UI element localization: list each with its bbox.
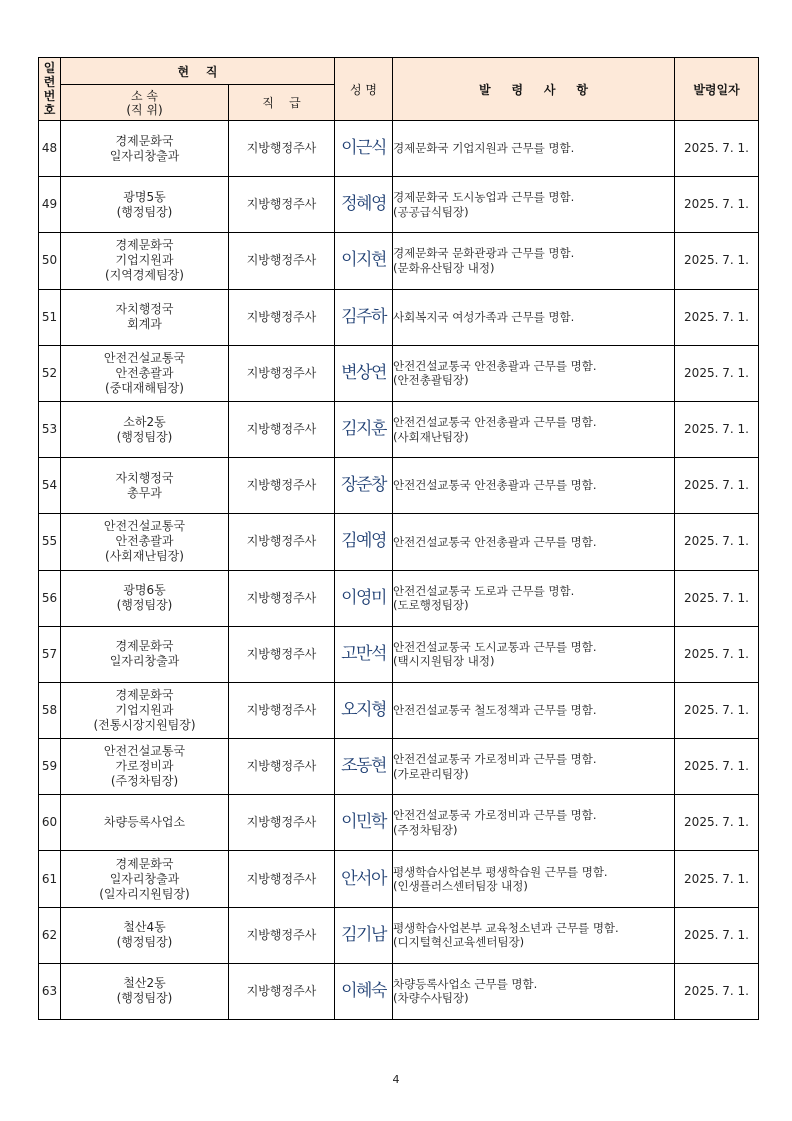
table-row [39,739,759,795]
row-date: 2025. 7. 1. [675,345,759,401]
row-rank: 지방행정주사 [229,570,335,626]
row-name: 김주하 [335,289,393,345]
table-row [39,177,759,233]
row-rank: 지방행정주사 [229,233,335,289]
row-order: 경제문화국 기업지원과 근무를 명함. [393,121,675,177]
header-seq-text: 일 련 번 호 [43,61,56,117]
row-rank: 지방행정주사 [229,626,335,682]
row-date: 2025. 7. 1. [675,401,759,457]
table-row [39,289,759,345]
table-row [39,458,759,514]
row-department: 경제문화국 일자리창출과 [61,626,229,682]
table-row [39,514,759,570]
row-rank: 지방행정주사 [229,682,335,738]
row-rank: 지방행정주사 [229,458,335,514]
row-name: 고만석 [335,626,393,682]
table-row [39,682,759,738]
row-order: 안전건설교통국 가로정비과 근무를 명함. (가로관리팀장) [393,739,675,795]
row-name: 정혜영 [335,177,393,233]
row-date: 2025. 7. 1. [675,907,759,963]
row-date: 2025. 7. 1. [675,851,759,907]
row-department: 차량등록사업소 [61,795,229,851]
row-date: 2025. 7. 1. [675,626,759,682]
row-name: 안서아 [335,851,393,907]
row-date: 2025. 7. 1. [675,739,759,795]
row-name: 김예영 [335,514,393,570]
row-rank: 지방행정주사 [229,851,335,907]
row-order: 사회복지국 여성가족과 근무를 명함. [393,289,675,345]
table-header [39,58,759,121]
row-order: 안전건설교통국 안전총괄과 근무를 명함. [393,514,675,570]
row-department: 자치행정국 회계과 [61,289,229,345]
row-name: 김지훈 [335,401,393,457]
row-department: 안전건설교통국 가로정비과 (주정차팀장) [61,739,229,795]
row-department: 경제문화국 기업지원과 (전통시장지원팀장) [61,682,229,738]
row-rank: 지방행정주사 [229,907,335,963]
row-rank: 지방행정주사 [229,345,335,401]
row-name: 장준창 [335,458,393,514]
table-row [39,907,759,963]
row-name: 김기남 [335,907,393,963]
row-date: 2025. 7. 1. [675,121,759,177]
row-number: 52 [39,345,61,401]
row-department: 자치행정국 총무과 [61,458,229,514]
row-name: 이지현 [335,233,393,289]
row-order: 평생학습사업본부 교육청소년과 근무를 명함. (디지털혁신교육센터팀장) [393,907,675,963]
row-rank: 지방행정주사 [229,401,335,457]
row-department: 경제문화국 기업지원과 (지역경제팀장) [61,233,229,289]
table-row [39,963,759,1019]
row-department: 광명6동 (행정팀장) [61,570,229,626]
header-seq [39,58,61,121]
row-date: 2025. 7. 1. [675,795,759,851]
row-department: 철산4동 (행정팀장) [61,907,229,963]
row-date: 2025. 7. 1. [675,458,759,514]
row-order: 안전건설교통국 안전총괄과 근무를 명함. (사회재난팀장) [393,401,675,457]
row-department: 광명5동 (행정팀장) [61,177,229,233]
row-date: 2025. 7. 1. [675,570,759,626]
row-number: 59 [39,739,61,795]
row-number: 50 [39,233,61,289]
row-department: 소하2동 (행정팀장) [61,401,229,457]
row-number: 55 [39,514,61,570]
row-department: 경제문화국 일자리창출과 (일자리지원팀장) [61,851,229,907]
row-rank: 지방행정주사 [229,514,335,570]
row-name: 조동현 [335,739,393,795]
row-number: 49 [39,177,61,233]
header-dept: 소 속 (직 위) [61,85,229,121]
row-order: 경제문화국 도시농업과 근무를 명함. (공공급식팀장) [393,177,675,233]
header-order: 발 령 사 항 [393,58,675,121]
row-number: 58 [39,682,61,738]
row-rank: 지방행정주사 [229,963,335,1019]
row-rank: 지방행정주사 [229,739,335,795]
row-order: 안전건설교통국 안전총괄과 근무를 명함. [393,458,675,514]
row-date: 2025. 7. 1. [675,177,759,233]
page-number: 4 [392,1073,400,1086]
personnel-table [38,57,759,1020]
row-number: 51 [39,289,61,345]
row-number: 57 [39,626,61,682]
row-date: 2025. 7. 1. [675,682,759,738]
row-rank: 지방행정주사 [229,289,335,345]
row-name: 이혜숙 [335,963,393,1019]
table-row [39,570,759,626]
row-department: 철산2동 (행정팀장) [61,963,229,1019]
row-rank: 지방행정주사 [229,177,335,233]
table-body [39,121,759,1020]
row-order: 안전건설교통국 안전총괄과 근무를 명함. (안전총괄팀장) [393,345,675,401]
row-date: 2025. 7. 1. [675,963,759,1019]
row-date: 2025. 7. 1. [675,514,759,570]
header-current: 현 직 [61,58,335,85]
table-row [39,626,759,682]
table-row [39,121,759,177]
row-date: 2025. 7. 1. [675,289,759,345]
row-number: 61 [39,851,61,907]
row-order: 안전건설교통국 도로과 근무를 명함. (도로행정팀장) [393,570,675,626]
row-number: 53 [39,401,61,457]
table-row [39,233,759,289]
row-number: 60 [39,795,61,851]
row-name: 이근식 [335,121,393,177]
row-name: 이민학 [335,795,393,851]
header-date: 발령일자 [675,58,759,121]
row-name: 이영미 [335,570,393,626]
row-date: 2025. 7. 1. [675,233,759,289]
row-order: 차량등록사업소 근무를 명함. (차량수사팀장) [393,963,675,1019]
table-row [39,795,759,851]
row-name: 변상연 [335,345,393,401]
row-department: 안전건설교통국 안전총괄과 (중대재해팀장) [61,345,229,401]
row-order: 평생학습사업본부 평생학습원 근무를 명함. (인생플러스센터팀장 내정) [393,851,675,907]
row-order: 안전건설교통국 도시교통과 근무를 명함. (택시지원팀장 내정) [393,626,675,682]
table-row [39,401,759,457]
row-name: 오지형 [335,682,393,738]
row-number: 62 [39,907,61,963]
row-number: 56 [39,570,61,626]
row-number: 48 [39,121,61,177]
row-rank: 지방행정주사 [229,795,335,851]
header-name: 성 명 [335,58,393,121]
row-order: 안전건설교통국 가로정비과 근무를 명함. (주정차팀장) [393,795,675,851]
table-row [39,345,759,401]
row-department: 안전건설교통국 안전총괄과 (사회재난팀장) [61,514,229,570]
header-rank: 직 급 [229,85,335,121]
table-row [39,851,759,907]
row-order: 경제문화국 문화관광과 근무를 명함. (문화유산팀장 내정) [393,233,675,289]
row-number: 54 [39,458,61,514]
row-order: 안전건설교통국 철도정책과 근무를 명함. [393,682,675,738]
row-number: 63 [39,963,61,1019]
row-department: 경제문화국 일자리창출과 [61,121,229,177]
row-rank: 지방행정주사 [229,121,335,177]
